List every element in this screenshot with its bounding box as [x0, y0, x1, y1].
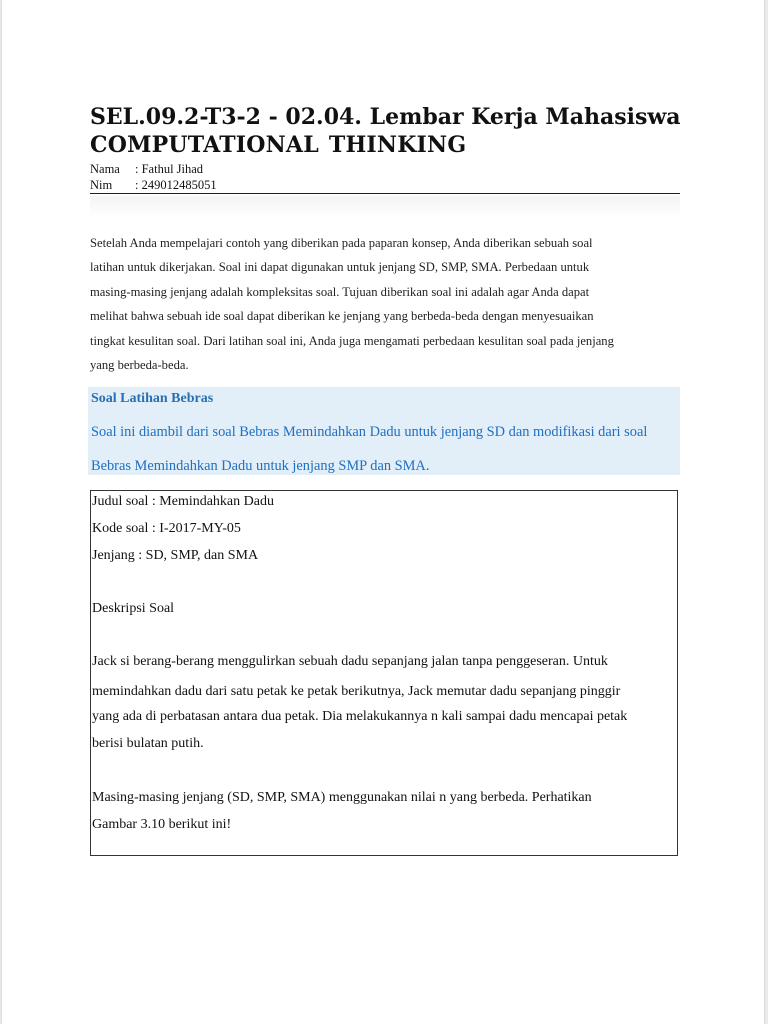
question-closing-line: Gambar 3.10 berikut ini!: [92, 817, 232, 832]
question-paragraph-line: berisi bulatan putih.: [92, 736, 204, 751]
question-paragraph-line: yang ada di perbatasan antara dua petak. Dia melakukannya n kali sampai dadu mencapai petak: [92, 709, 628, 724]
intro-line: yang berbeda-beda.: [90, 358, 189, 373]
intro-line: Setelah Anda mempelajari contoh yang diberikan pada paparan konsep, Anda diberikan sebuah soal: [90, 236, 593, 250]
header-divider-shadow: [90, 196, 680, 218]
question-description-heading: Deskripsi Soal: [92, 601, 175, 616]
student-name-label: Nama: [90, 162, 120, 176]
document-subtitle: [90, 134, 690, 156]
intro-line: latihan untuk dikerjakan. Soal ini dapat digunakan untuk jenjang SD, SMP, SMA. Perbedaan untuk: [90, 260, 590, 275]
subtitle-word-1: COMPUTATIONAL: [90, 132, 319, 158]
exercise-description-line: Bebras Memindahkan Dadu untuk jenjang SMP dan SMA.: [91, 458, 430, 474]
exercise-description-line: Soal ini diambil dari soal Bebras Memindahkan Dadu untuk jenjang SD dan modifikasi dari soal: [91, 424, 648, 440]
student-id-row: [90, 179, 217, 192]
question-paragraph-line: Jack si berang-berang menggulirkan sebuah dadu sepanjang jalan tanpa penggeseran. Untuk: [92, 654, 608, 669]
question-code: Kode soal : I-2017-MY-05: [92, 521, 241, 536]
student-id-label: Nim: [90, 178, 113, 192]
intro-line: tingkat kesulitan soal. Dari latihan soal ini, Anda juga mengamati perbedaan kesulitan soal pada jenjang: [90, 333, 614, 348]
question-paragraph-line: memindahkan dadu dari satu petak ke petak berikutnya, Jack memutar dadu sepanjang pinggir: [92, 684, 621, 699]
question-level: Jenjang : SD, SMP, dan SMA: [92, 548, 259, 563]
student-name-value: : Fathul Jihad: [135, 162, 204, 176]
student-name-row: [90, 163, 203, 176]
subtitle-word-2: THINKING: [328, 132, 467, 158]
intro-paragraph: [90, 231, 685, 377]
intro-line: melihat bahwa sebuah ide soal dapat diberikan ke jenjang yang berbeda-beda dengan menyesuaikan: [90, 309, 594, 324]
document-title: SEL.09.2-T3-2 - 02.04. Lembar Kerja Mahasiswa: [90, 104, 681, 130]
intro-line: masing-masing jenjang adalah kompleksitas soal. Tujuan diberikan soal ini adalah agar Anda dapat: [90, 284, 590, 299]
header-divider: [90, 193, 680, 194]
question-title: Judul soal : Memindahkan Dadu: [92, 494, 274, 509]
question-closing-line: Masing-masing jenjang (SD, SMP, SMA) menggunakan nilai n yang berbeda. Perhatikan: [92, 790, 592, 805]
student-id-value: : 249012485051: [135, 178, 217, 192]
exercise-heading: Soal Latihan Bebras: [91, 391, 214, 406]
